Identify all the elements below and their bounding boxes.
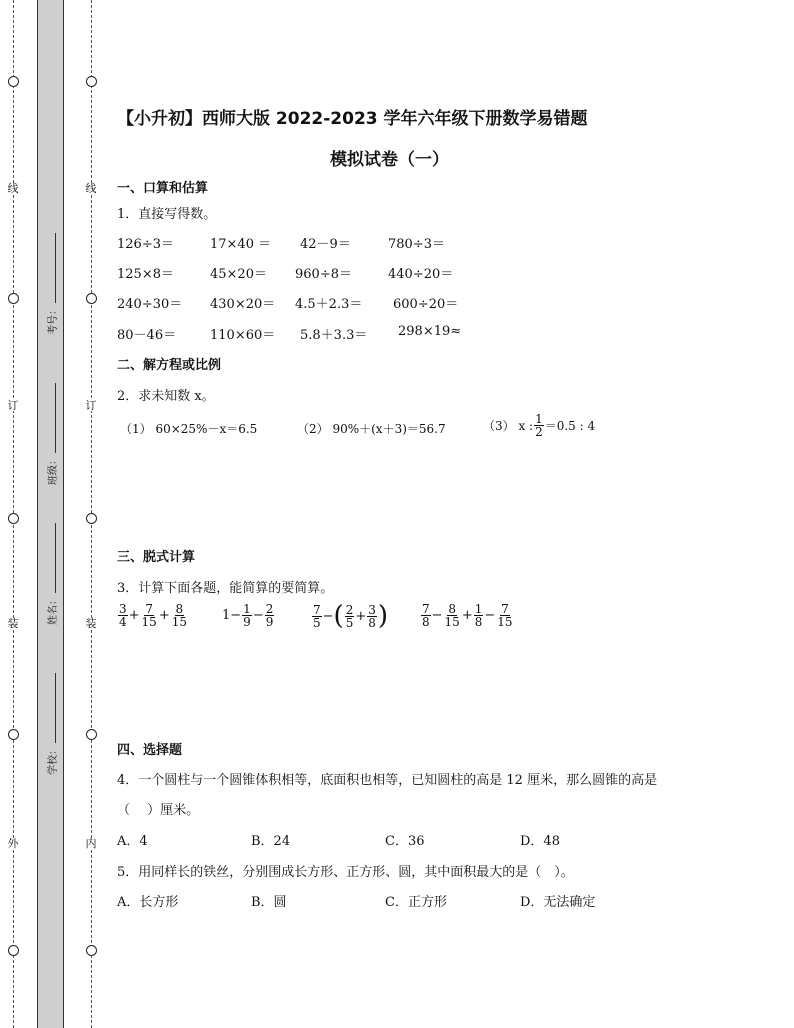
section2-heading: 二、解方程或比例 xyxy=(117,358,222,373)
binding-hole xyxy=(8,513,19,524)
gray-gutter-strip xyxy=(37,0,64,1028)
field-class: 班级： xyxy=(44,383,59,485)
mental-calc-item: 430×20＝ xyxy=(210,297,276,312)
fraction: $\frac{2}{5}$ xyxy=(345,602,354,630)
binding-hole xyxy=(86,945,97,956)
equation-2: （2） 90%＋(x＋3)＝56.7 xyxy=(297,422,446,436)
question-4-stem: 4．一个圆柱与一个圆锥体积相等，底面积也相等，已知圆柱的高是 12 厘米，那么圆锥的高是 xyxy=(117,773,658,788)
calc-expression-3: $\frac{7}{5}$ − ( $\frac{2}{5}$ + $\frac{3}{8}$ ) xyxy=(313,601,389,631)
binding-hole xyxy=(8,76,19,87)
mental-calc-item: 17×40 ＝ xyxy=(210,237,272,252)
fraction: $\frac{7}{15}$ xyxy=(497,602,513,629)
q4-option-c: C．36 xyxy=(385,834,425,849)
field-name: 姓名： xyxy=(44,523,59,625)
mental-calc-item: 110×60＝ xyxy=(210,328,276,343)
equation-3-prefix: （3） x : xyxy=(483,419,534,433)
fraction: $\frac{8}{15}$ xyxy=(444,602,460,629)
outer-mark-wai: 外 xyxy=(7,837,19,850)
question-5-stem: 5．用同样长的铁丝，分别围成长方形、正方形、圆，其中面积最大的是（ ）。 xyxy=(117,865,574,880)
mental-calc-item: 780÷3＝ xyxy=(388,237,445,252)
field-school: 学校： xyxy=(44,673,59,775)
section3-heading: 三、脱式计算 xyxy=(117,550,196,565)
inner-mark-xian: 线 xyxy=(85,182,97,195)
binding-hole xyxy=(86,76,97,87)
binding-hole xyxy=(86,729,97,740)
mental-calc-item: 600÷20＝ xyxy=(393,297,459,312)
inner-mark-ding: 订 xyxy=(85,399,97,412)
question-2: 2．求未知数 x。 xyxy=(117,389,215,404)
mental-calc-item: 80－46＝ xyxy=(117,328,177,343)
field-exam-number: 考号： xyxy=(44,233,59,335)
fraction: $\frac{1}{9}$ xyxy=(243,602,251,629)
fraction: $\frac{2}{9}$ xyxy=(265,602,274,629)
fraction: $\frac{1}{2}$ xyxy=(535,412,543,439)
fraction: $\frac{8}{15}$ xyxy=(171,602,188,629)
paper-title-line1: 【小升初】西师大版 2022-2023 学年六年级下册数学易错题 xyxy=(117,109,588,129)
paper-title-line2: 模拟试卷（一） xyxy=(330,150,449,170)
mental-calc-item: 42－9＝ xyxy=(300,237,351,252)
q5-option-b: B．圆 xyxy=(251,895,287,910)
fraction: $\frac{7}{8}$ xyxy=(422,602,430,629)
section1-heading: 一、口算和估算 xyxy=(117,181,209,196)
q5-option-d: D．无法确定 xyxy=(520,895,596,910)
question-4-blank: （ ）厘米。 xyxy=(117,803,200,818)
fraction: $\frac{1}{8}$ xyxy=(474,602,483,629)
binding-hole xyxy=(8,293,19,304)
binding-hole xyxy=(86,513,97,524)
binding-hole xyxy=(8,729,19,740)
mental-calc-item: 4.5＋2.3＝ xyxy=(295,297,363,312)
fraction: $\frac{7}{15}$ xyxy=(141,602,157,629)
outer-mark-ding: 订 xyxy=(7,399,19,412)
binding-hole xyxy=(86,293,97,304)
calc-expression-1: $\frac{3}{4}$ + $\frac{7}{15}$ + $\frac{8}{15}$ xyxy=(119,602,188,629)
binding-hole xyxy=(8,945,19,956)
equation-3-suffix: ＝0.5 : 4 xyxy=(544,419,596,433)
calc-expression-2: 1− $\frac{1}{9}$ − $\frac{2}{9}$ xyxy=(222,602,274,629)
mental-calc-item: 5.8＋3.3＝ xyxy=(300,328,368,343)
q4-option-b: B．24 xyxy=(251,834,291,849)
mental-calc-item: 298×19≈ xyxy=(398,324,462,339)
fraction: $\frac{7}{5}$ xyxy=(313,602,321,630)
inner-mark-nei: 内 xyxy=(85,837,97,850)
mental-calc-item: 440÷20＝ xyxy=(388,267,454,282)
mental-calc-item: 240÷30＝ xyxy=(117,297,183,312)
q5-option-a: A．长方形 xyxy=(117,895,179,910)
equation-3 xyxy=(483,413,595,438)
inner-mark-zhuang: 装 xyxy=(85,617,97,630)
fraction: $\frac{3}{8}$ xyxy=(368,602,376,630)
question-1: 1．直接写得数。 xyxy=(117,207,217,222)
outer-mark-zhuang: 装 xyxy=(7,617,19,630)
question-3: 3．计算下面各题，能简算的要简算。 xyxy=(117,581,334,596)
mental-calc-item: 126÷3＝ xyxy=(117,237,174,252)
fraction: $\frac{3}{4}$ xyxy=(119,602,127,629)
mental-calc-item: 45×20＝ xyxy=(210,267,267,282)
calc-expression-4: $\frac{7}{8}$ − $\frac{8}{15}$ + $\frac{1}{8}$ − $\frac{7}{15}$ xyxy=(422,602,513,629)
mental-calc-item: 125×8＝ xyxy=(117,267,174,282)
q4-option-a: A．4 xyxy=(117,834,148,849)
outer-mark-xian: 线 xyxy=(7,182,19,195)
equation-1: （1） 60×25%－x＝6.5 xyxy=(120,422,258,436)
mental-calc-item: 960÷8＝ xyxy=(295,267,352,282)
q4-option-d: D．48 xyxy=(520,834,560,849)
section4-heading: 四、选择题 xyxy=(117,743,183,758)
q5-option-c: C．正方形 xyxy=(385,895,447,910)
